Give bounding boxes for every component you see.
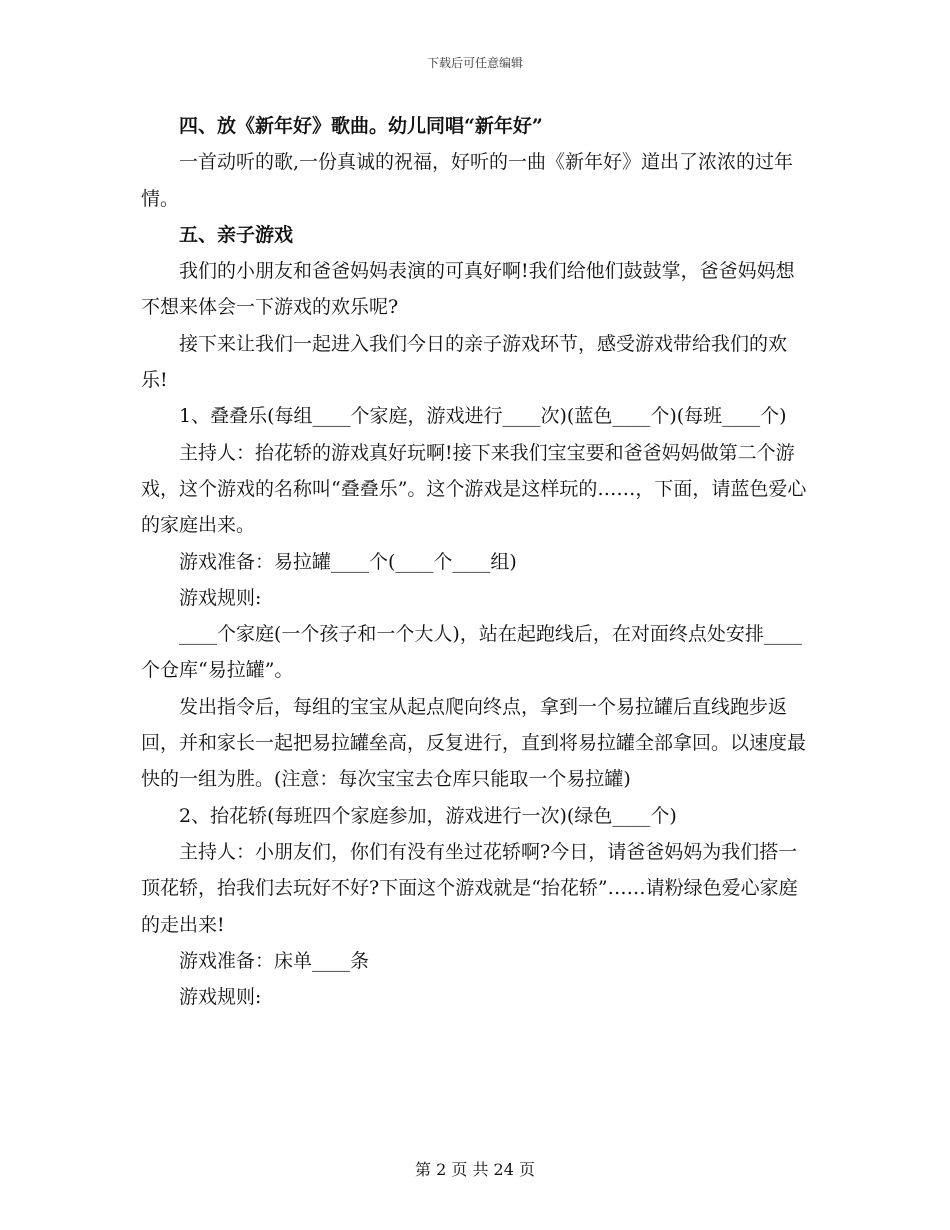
page-number: 第 2 页 共 24 页: [415, 1160, 535, 1179]
paragraph: 我们的小朋友和爸爸妈妈表演的可真好啊!我们给他们鼓鼓掌，爸爸妈妈想不想来体会一下游戏的欢乐呢?: [141, 260, 795, 319]
game-preparation: 游戏准备：易拉罐____个(____个____组): [179, 550, 517, 573]
paragraph: ____个家庭(一个孩子和一个大人)，站在起跑线后，在对面终点处安排____个仓库“易拉罐”。: [141, 623, 802, 682]
game-rules-label: 游戏规则:: [179, 986, 262, 1009]
game-rules-label: 游戏规则:: [179, 586, 262, 609]
paragraph: 主持人：小朋友们，你们有没有坐过花轿啊?今日，请爸爸妈妈为我们搭一顶花轿，抬我们去玩好不好?下面这个游戏就是“抬花轿”……请粉绿色爱心家庭的走出来!: [141, 840, 798, 936]
paragraph: 接下来让我们一起进入我们今日的亲子游戏环节，感受游戏带给我们的欢乐!: [141, 332, 788, 392]
paragraph: 一首动听的歌,一份真诚的祝福，好听的一曲《新年好》道出了浓浓的过年情。: [141, 151, 794, 210]
game-1-title: 1、叠叠乐(每组____个家庭，游戏进行____次)(蓝色____个)(每班____个): [179, 405, 787, 428]
paragraph: 发出指令后，每组的宝宝从起点爬向终点，拿到一个易拉罐后直线跑步返回，并和家长一起把易拉罐垒高，反复进行，直到将易拉罐全部拿回。以速度最快的一组为胜。(注意：每次宝宝去仓库只能取一个易拉罐): [141, 695, 807, 791]
page-header: 下载后可任意编辑: [426, 56, 523, 70]
paragraph: 主持人：抬花轿的游戏真好玩啊!接下来我们宝宝要和爸爸妈妈做第二个游戏，这个游戏的名称叫“叠叠乐”。这个游戏是这样玩的……，下面，请蓝色爱心的家庭出来。: [141, 441, 807, 537]
section-heading-5: 五、亲子游戏: [179, 223, 294, 246]
section-heading-4: 四、放《新年好》歌曲。幼儿同唱“新年好”: [179, 115, 543, 137]
game-2-title: 2、抬花轿(每班四个家庭参加，游戏进行一次)(绿色____个): [179, 804, 677, 827]
game-preparation: 游戏准备：床单____条: [179, 949, 370, 972]
document-body: [141, 108, 809, 1015]
